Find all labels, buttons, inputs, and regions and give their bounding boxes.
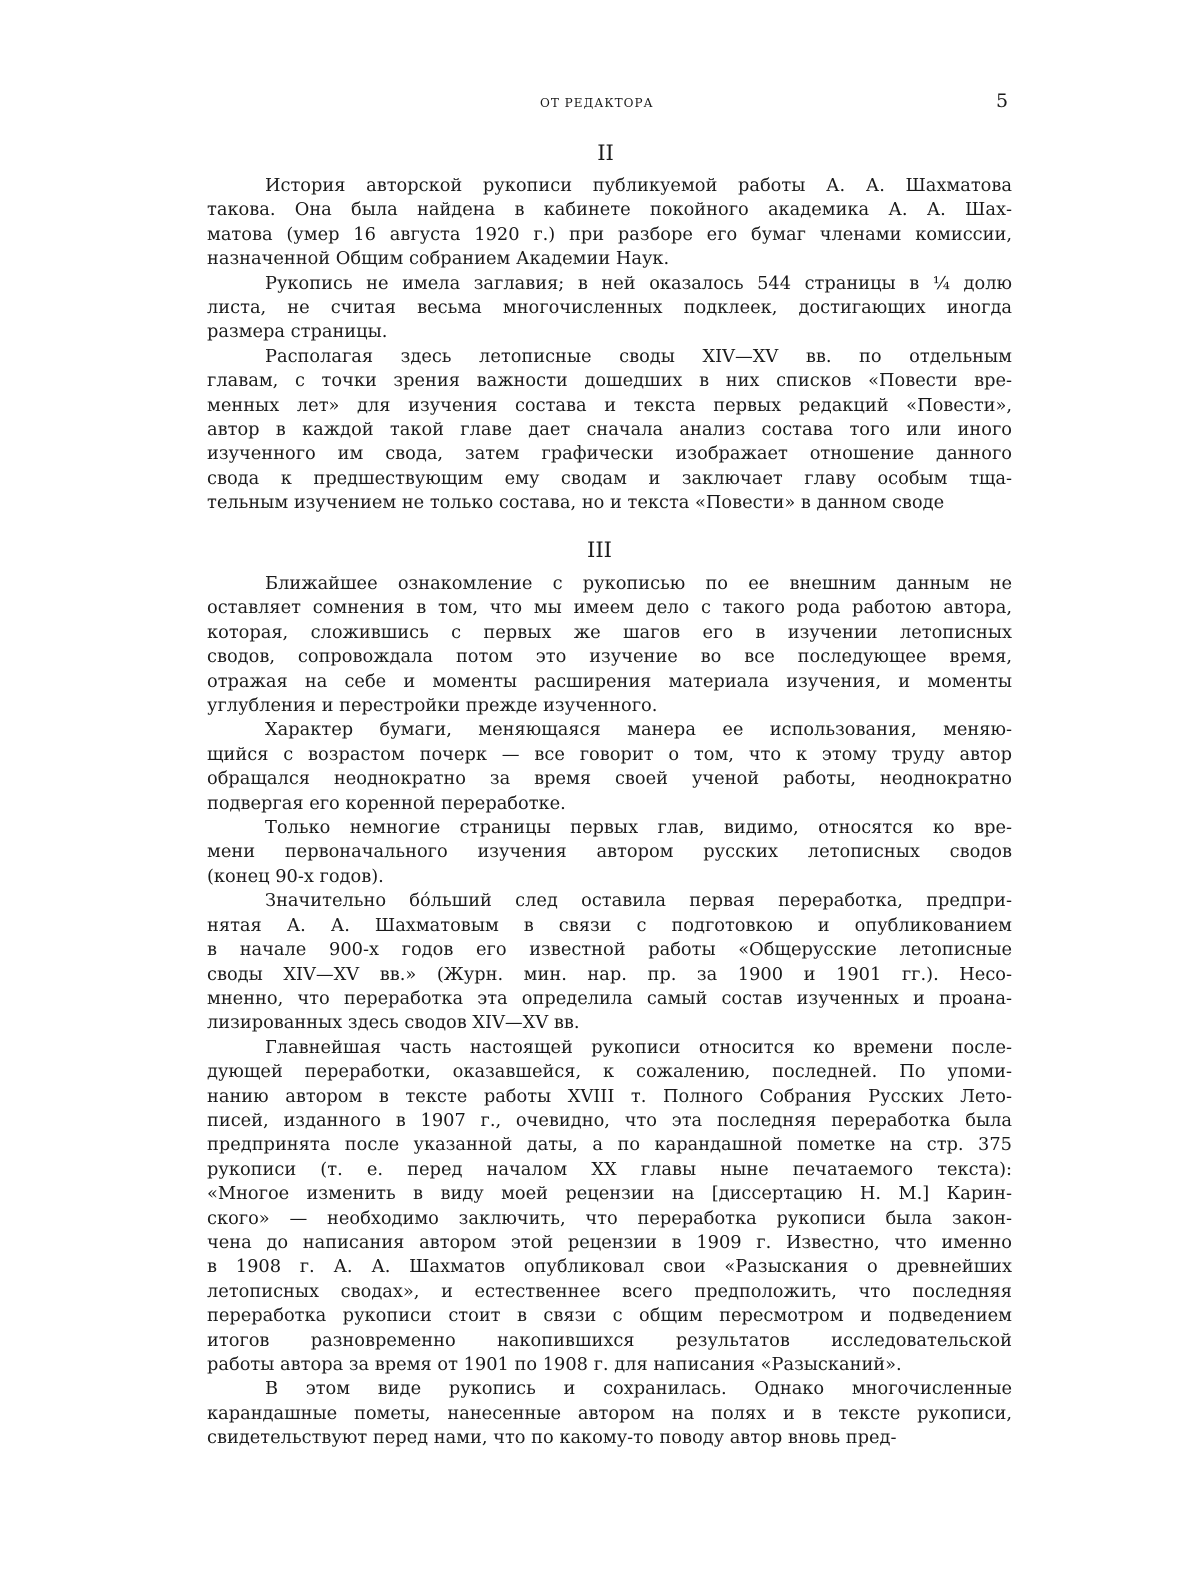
text-line: отражая на себе и моменты расширения материала изучения, и моменты [207,670,1012,692]
text-line: летописных сводах», и естественнее всего предположить, что последняя [207,1280,1012,1302]
text-line: дующей переработки, оказавшейся, к сожалению, последней. По упоми- [207,1061,1012,1083]
text-line: которая, сложившись с первых же шагов его в изучении летописных [207,621,1012,643]
text-line: История авторской рукописи публикуемой работы А. А. Шахматова [265,175,1012,196]
text-line: обращался неоднократно за время своей ученой работы, неоднократно [207,768,1012,790]
text-line: Рукопись не имела заглавия; в ней оказалось 544 страницы в ¼ долю [265,272,1012,294]
paragraph [207,1036,1012,1378]
text-line: чена до написания автором этой рецензии в 1909 г. Известно, что именно [207,1231,1012,1253]
paragraph [207,345,1012,516]
text-line: итогов разновременно накопившихся результатов исследовательской [207,1329,1012,1351]
text-line: нятая А. А. Шахматовым в связи с подготовкою и опубликованием [207,914,1012,936]
text-line: рукописи (т. е. перед началом XX главы ныне печатаемого текста): [207,1158,1012,1180]
text-line: листа, не считая весьма многочисленных подклеек, достигающих иногда [207,297,1012,319]
text-line: размера страницы. [207,321,388,343]
text-line: тельным изучением не только состава, но и текста «Повести» в данном своде [207,492,945,514]
text-line: Ближайшее ознакомление с рукописью по ее внешним данным не [265,573,1012,594]
text-line: автор в каждой такой главе дает сначала анализ состава того или иного [207,419,1012,441]
text-line: свидетельствуют перед нами, что по какому-то поводу автор вновь пред- [207,1427,897,1449]
paragraph [207,889,1012,1035]
text-line: В этом виде рукопись и сохранилась. Однако многочисленные [265,1378,1012,1400]
text-line: менных лет» для изучения состава и текста первых редакций «Повести», [207,394,1012,416]
paragraph [207,816,1012,889]
text-line: назначенной Общим собранием Академии Наук. [207,248,670,270]
section-2-body [207,174,1012,516]
paragraph [207,718,1012,816]
text-line: в 1908 г. А. А. Шахматов опубликовал свои «Разыскания о древнейших [207,1256,1012,1278]
text-line: Значительно бо́льший след оставила первая переработка, предпри- [265,890,1012,912]
text-line: ского» — необходимо заключить, что переработка рукописи была закон- [207,1207,1012,1229]
text-line: (конец 90-х годов). [207,865,384,887]
text-line: главам, с точки зрения важности дошедших в них списков «Повести вре- [207,370,1012,392]
text-line: «Многое изменить в виду моей рецензии на [диссертацию Н. М.] Карин- [207,1183,1012,1205]
text-line: работы автора за время от 1901 по 1908 г. для написания «Разысканий». [207,1354,902,1375]
text-line: писей, изданного в 1907 г., очевидно, что эта последняя переработка была [207,1109,1012,1131]
text-line: предпринята после указанной даты, а по карандашной пометке на стр. 375 [207,1134,1012,1156]
running-title: ОТ РЕДАКТОРА [540,96,654,110]
text-line: Главнейшая часть настоящей рукописи относится ко времени после- [265,1036,1012,1058]
text-line: углубления и перестройки прежде изученного. [207,695,658,717]
paragraph [207,272,1012,345]
text-line: изученного им свода, затем графически изображает отношение данного [207,443,1012,465]
text-line: такова. Она была найдена в кабинете покойного академика А. А. Шах- [207,199,1012,221]
paragraph [207,174,1012,272]
text-line: Только немногие страницы первых глав, видимо, относятся ко вре- [265,817,1012,839]
text-line: мени первоначального изучения автором русских летописных сводов [207,841,1012,863]
text-line: Располагая здесь летописные своды XIV—XV вв. по отдельным [265,345,1012,367]
text-line: переработка рукописи стоит в связи с общим пересмотром и подведением [207,1305,1012,1327]
text-line: карандашные пометы, нанесенные автором на полях и в тексте рукописи, [207,1402,1012,1424]
text-line: своды XIV—XV вв.» (Журн. мин. нар. пр. за 1900 и 1901 гг.). Несо- [207,963,1012,985]
text-line: свода к предшествующим ему сводам и заключает главу особым тща- [207,467,1012,489]
text-line: лизированных здесь сводов XIV—XV вв. [207,1012,580,1034]
text-line: в начале 900-х годов его известной работы «Общерусские летописные [207,939,1012,961]
section-heading-2: II [597,141,614,165]
text-line: матова (умер 16 августа 1920 г.) при разборе его бумаг членами комиссии, [207,223,1012,245]
text-line: подвергая его коренной переработке. [207,792,566,814]
text-line: щийся с возрастом почерк — все говорит о том, что к этому труду автор [207,743,1012,765]
paragraph [207,572,1012,718]
text-line: нанию автором в тексте работы XVIII т. Полного Собрания Русских Лето- [207,1085,1012,1107]
text-line: сводов, сопровождала потом это изучение во все последующее время, [207,646,1012,668]
text-line: мненно, что переработка эта определила самый состав изученных и проана- [207,987,1012,1009]
text-line: Характер бумаги, меняющаяся манера ее использования, меняю- [265,719,1012,741]
paragraph [207,1377,1012,1450]
section-3-body [207,572,1012,1451]
section-heading-3: III [587,538,612,562]
text-line: оставляет сомнения в том, что мы имеем дело с такого рода работою автора, [207,597,1012,619]
page-number: 5 [996,90,1009,112]
